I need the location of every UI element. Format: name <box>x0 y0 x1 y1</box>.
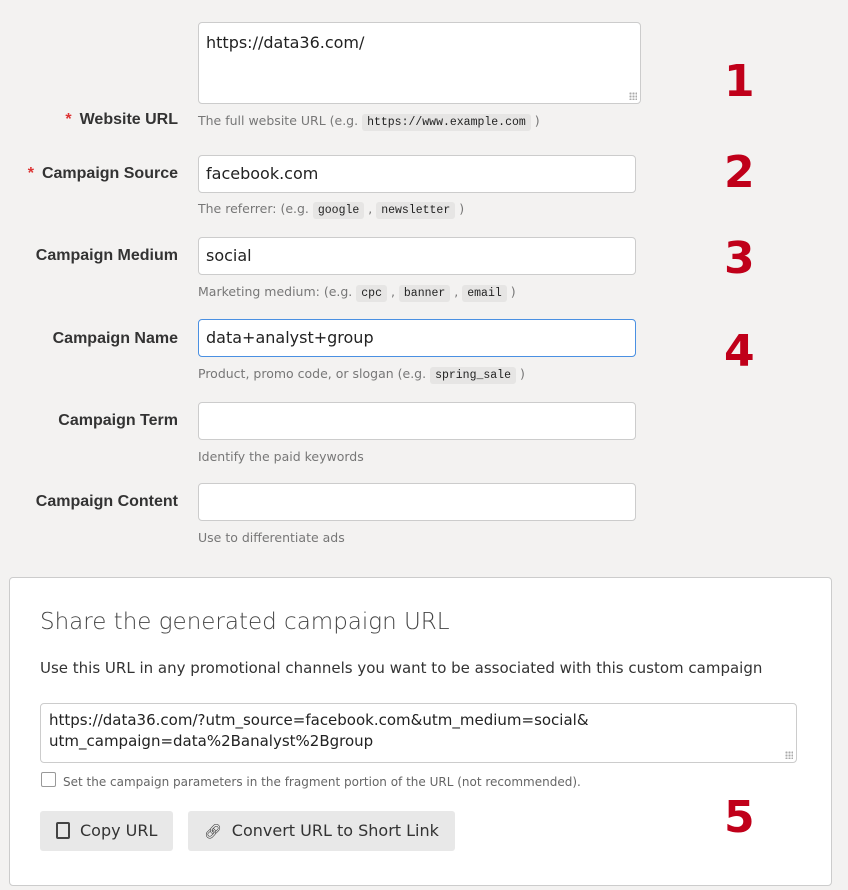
hint-text: Marketing medium: (e.g. <box>198 284 357 299</box>
url-line: https://data36.com/?utm_source=facebook.com&utm_medium=social& <box>49 711 589 729</box>
hint-text: Product, promo code, or slogan (e.g. <box>198 366 431 381</box>
hint-end: ) <box>455 201 465 216</box>
hint-code: https://www.example.com <box>362 114 531 131</box>
campaign-content-input[interactable] <box>198 483 636 521</box>
campaign-name-input[interactable]: data+analyst+group <box>198 319 636 357</box>
annotation-3: 3 <box>724 233 755 284</box>
fragment-checkbox-label[interactable]: Set the campaign parameters in the fragment portion of the URL (not recommended). <box>63 775 581 789</box>
campaign-name-hint <box>198 366 525 382</box>
campaign-content-label: Campaign Content <box>35 493 178 510</box>
campaign-source-label <box>28 165 178 183</box>
hint-code: cpc <box>356 285 387 302</box>
hint-end: ) <box>506 284 516 299</box>
annotation-1: 1 <box>724 56 755 107</box>
convert-short-link-button[interactable] <box>188 811 455 851</box>
hint-code: newsletter <box>376 202 455 219</box>
hint-end: ) <box>515 366 525 381</box>
fragment-checkbox[interactable] <box>41 772 56 787</box>
share-panel <box>9 577 832 886</box>
campaign-name-label: Campaign Name <box>52 330 178 347</box>
label-text: Campaign Source <box>41 165 178 182</box>
clipboard-icon <box>56 822 70 839</box>
share-title: Share the generated campaign URL <box>40 609 450 635</box>
campaign-source-hint: The referrer: (e.g. google , newsletter ) <box>198 201 465 217</box>
hint-end: ) <box>530 113 540 128</box>
hint-text: The referrer: (e.g. <box>198 201 313 216</box>
required-mark: * <box>65 111 72 128</box>
campaign-term-hint: Identify the paid keywords <box>198 449 364 464</box>
button-label: Convert URL to Short Link <box>231 821 439 840</box>
hint-code: google <box>313 202 364 219</box>
campaign-content-hint: Use to differentiate ads <box>198 530 345 545</box>
required-mark: * <box>27 165 34 182</box>
button-label: Copy URL <box>80 821 158 840</box>
link-icon: 🔗︎ <box>204 824 222 840</box>
website-url-input[interactable] <box>198 22 641 104</box>
website-url-hint <box>198 113 540 129</box>
annotation-5: 5 <box>724 792 755 843</box>
campaign-term-label: Campaign Term <box>58 412 178 429</box>
hint-text: The full website URL (e.g. <box>198 113 363 128</box>
campaign-medium-label: Campaign Medium <box>35 247 178 264</box>
hint-code: email <box>462 285 507 302</box>
generated-url-output[interactable] <box>40 703 797 763</box>
campaign-medium-hint: Marketing medium: (e.g. cpc , banner , email ) <box>198 284 516 300</box>
campaign-term-input[interactable] <box>198 402 636 440</box>
label-text: Website URL <box>79 111 178 128</box>
share-description: Use this URL in any promotional channels you want to be associated with this custom campaign <box>40 659 763 677</box>
annotation-2: 2 <box>724 147 755 198</box>
copy-url-button[interactable] <box>40 811 173 851</box>
annotation-4: 4 <box>724 326 755 377</box>
hint-code: banner <box>399 285 450 302</box>
campaign-source-input[interactable]: facebook.com <box>198 155 636 193</box>
url-line: utm_campaign=data%2Banalyst%2Bgroup <box>49 732 374 750</box>
resize-grip-icon[interactable] <box>785 751 793 759</box>
website-url-label <box>65 111 178 129</box>
website-url-value: https://data36.com/ <box>206 33 365 52</box>
resize-grip-icon[interactable] <box>629 92 637 100</box>
campaign-medium-input[interactable]: social <box>198 237 636 275</box>
hint-code: spring_sale <box>430 367 516 384</box>
